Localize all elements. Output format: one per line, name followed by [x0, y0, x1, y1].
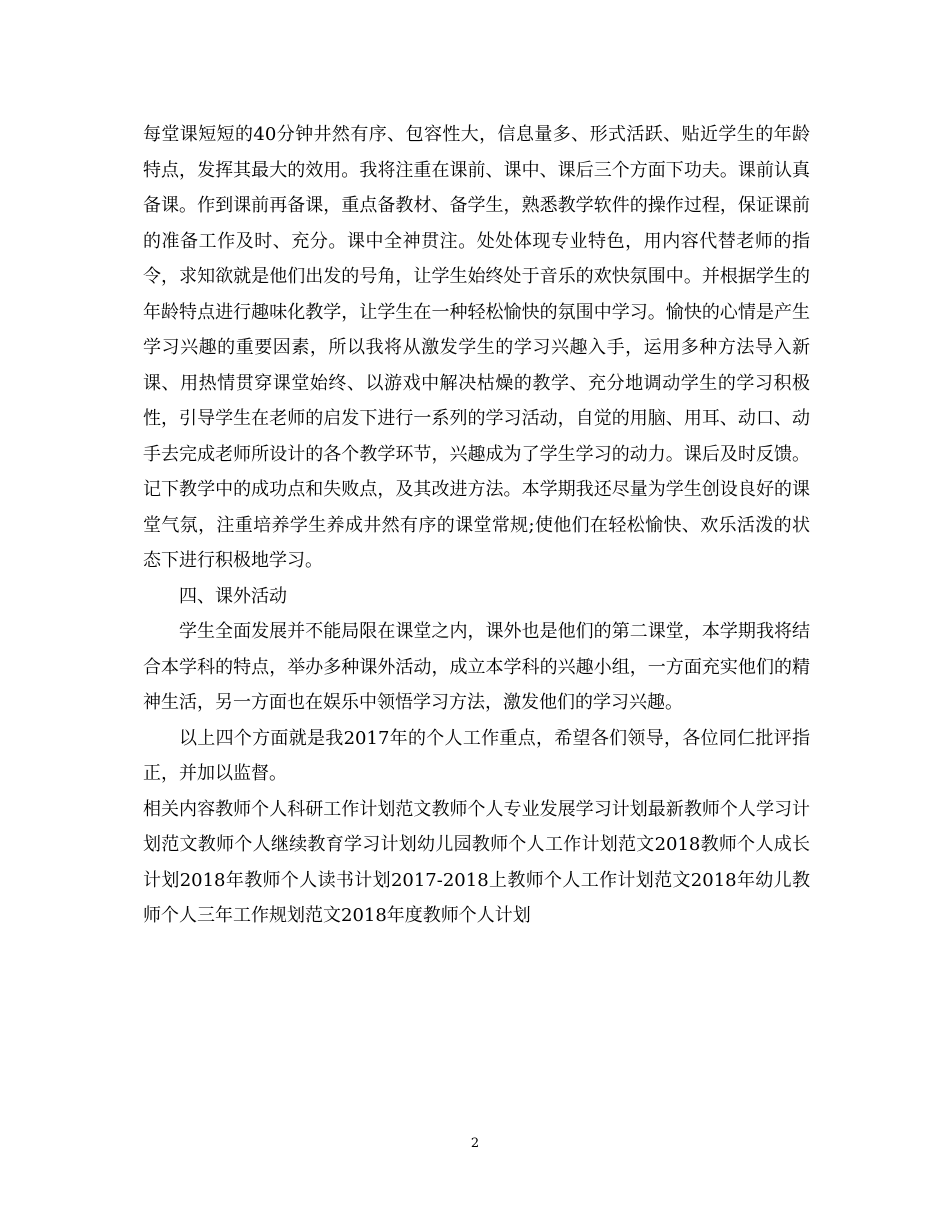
paragraph-classroom-teaching: 每堂课短短的40分钟井然有序、包容性大，信息量多、形式活跃、贴近学生的年龄特点，发挥其最大的效用。我将注重在课前、课中、课后三个方面下功夫。课前认真备课。作到课前再备课，重点备教材、备学生，熟悉教学软件的操作过程，保证课前的准备工作及时、充分。课中全神贯注。处处体现专业特色，用内容代替老师的指令，求知欲就是他们出发的号角，让学生始终处于音乐的欢快氛围中。并根据学生的年龄特点进行趣味化教学，让学生在一种轻松愉快的氛围中学习。愉快的心情是产生学习兴趣的重要因素，所以我将从激发学生的学习兴趣入手，运用多种方法导入新课、用热情贯穿课堂始终、以游戏中解决枯燥的教学、充分地调动学生的学习积极性，引导学生在老师的启发下进行一系列的学习活动，自觉的用脑、用耳、动口、动手去完成老师所设计的各个教学环节，兴趣成为了学生学习的动力。课后及时反馈。记下教学中的成功点和失败点，及其改进方法。本学期我还尽量为学生创设良好的课堂气氛，注重培养学生养成井然有序的课堂常规;使他们在轻松愉快、欢乐活泼的状态下进行积极地学习。: [143, 124, 810, 571]
document-body: [143, 117, 810, 934]
paragraph-conclusion: 以上四个方面就是我2017年的个人工作重点，希望各们领导，各位同仁批评指正，并加以监督。: [143, 727, 810, 784]
related-content: 相关内容教师个人科研工作计划范文教师个人专业发展学习计划最新教师个人学习计划范文教师个人继续教育学习计划幼儿园教师个人工作计划范文2018教师个人成长计划2018年教师个人读书计划2017-2018上教师个人工作计划范文2018年幼儿教师个人三年工作规划范文2018年度教师个人计划: [143, 798, 810, 926]
section-heading-extracurricular: 四、课外活动: [179, 585, 287, 607]
page-number: 2: [470, 1136, 480, 1151]
paragraph-extracurricular: 学生全面发展并不能局限在课堂之内，课外也是他们的第二课堂，本学期我将结合本学科的特点，举办多种课外活动，成立本学科的兴趣小组，一方面充实他们的精神生活，另一方面也在娱乐中领悟学习方法，激发他们的学习兴趣。: [143, 621, 810, 713]
